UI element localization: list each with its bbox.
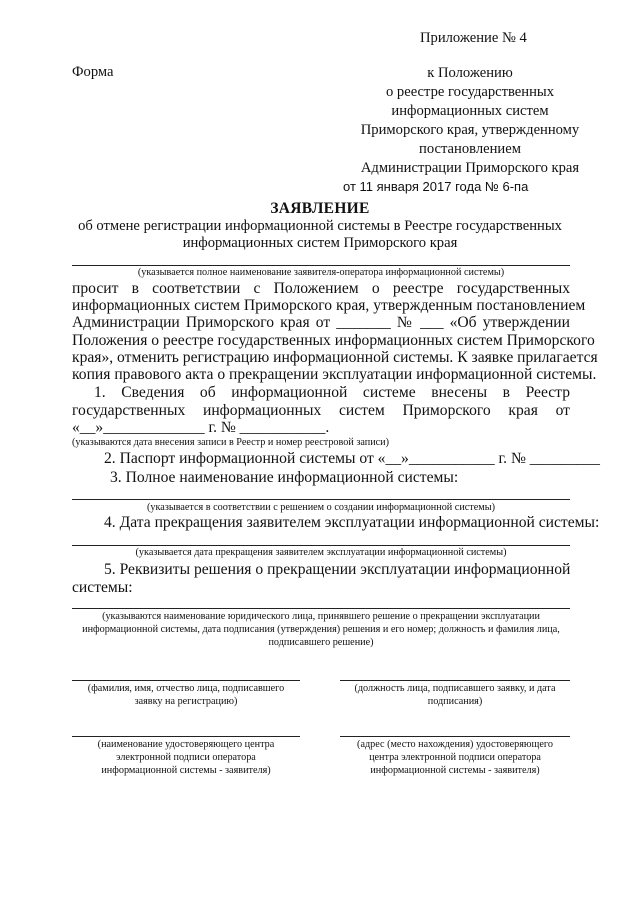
certification-address-hint	[340, 738, 570, 777]
end-date-hint: (указывается дата прекращения заявителем эксплуатации информационной системы)	[135, 547, 507, 558]
hint-line: электронной подписи оператора	[116, 752, 256, 763]
certification-center-line[interactable]	[72, 736, 300, 737]
signer-position-hint	[340, 682, 570, 708]
hint-line: (фамилия, имя, отчество лица, подписавшего	[87, 683, 285, 694]
item-1-registry	[72, 384, 570, 437]
applicant-hint: (указывается полное наименование заявителя-оператора информационной системы)	[137, 267, 505, 278]
item-2-passport: 2. Паспорт информационной системы от «__»___________ г. № _________	[104, 450, 600, 467]
paragraph-line: просит в соответствии с Положением о реестре государственных	[72, 280, 570, 297]
hint-line: (указываются наименование юридического лица, принявшего решение о прекращении эксплуатации	[102, 611, 540, 622]
paragraph-line: Администрации Приморского края от _______ № ___ «Об утверждении	[72, 314, 570, 332]
hint-line: центра электронной подписи оператора	[369, 752, 541, 763]
item-line: системы:	[72, 579, 133, 596]
paragraph-line: информационных систем Приморского края, утвержденным постановлением	[72, 297, 586, 315]
reference-line: постановлением	[419, 141, 521, 157]
paragraph-line: края», отменить регистрацию информационной системы. К заявке прилагается	[72, 348, 598, 366]
item-4-end-date: 4. Дата прекращения заявителем эксплуатации информационной системы:	[104, 514, 600, 531]
registry-hint: (указываются дата внесения записи в Реестр и номер реестровой записи)	[72, 437, 390, 448]
hint-line: информационной системы - заявителя)	[370, 765, 540, 776]
reference-line: Приморского края, утвержденному	[360, 122, 580, 138]
reference-line: о реестре государственных	[385, 84, 555, 100]
item-5-decision	[72, 561, 570, 597]
hint-line: (наименование удостоверяющего центра	[97, 739, 275, 750]
appendix-number: Приложение № 4	[420, 30, 527, 46]
hint-line: подписания)	[427, 696, 483, 707]
hint-line: информационной системы, дата подписания (утверждения) решения и его номер; должность и фамилия лица,	[82, 624, 560, 635]
reference-line: к Положению	[427, 65, 513, 81]
signer-name-hint	[72, 682, 300, 708]
decision-hint	[72, 610, 570, 649]
reference-line: информационных систем	[391, 103, 549, 119]
item-line: 5. Реквизиты решения о прекращении эксплуатации информационной	[104, 561, 571, 578]
certification-center-hint	[72, 738, 300, 777]
document-title: ЗАЯВЛЕНИЕ	[270, 200, 370, 217]
hint-line: заявку на регистрацию)	[134, 696, 238, 707]
item-line: «__»_____________ г. № ___________.	[72, 419, 330, 436]
item-line: 1. Сведения об информационной системе внесены в Реестр	[94, 384, 570, 401]
decree-stamp: от 11 января 2017 года № 6-па	[343, 179, 529, 194]
reference-line: Администрации Приморского края	[360, 160, 580, 176]
decision-details-line[interactable]	[72, 608, 570, 609]
signer-name-line[interactable]	[72, 680, 300, 681]
item-line: государственных информационных систем Приморского края от	[72, 401, 570, 419]
item-3-full-name: 3. Полное наименование информационной системы:	[110, 469, 459, 486]
hint-line: информационной системы - заявителя)	[101, 765, 271, 776]
subtitle-line: об отмене регистрации информационной системы в Реестре государственных	[78, 218, 562, 234]
document-subtitle	[0, 218, 640, 252]
request-paragraph	[72, 280, 598, 384]
paragraph-line: копия правового акта о прекращении эксплуатации информационной системы.	[72, 366, 597, 384]
creation-hint: (указывается в соответствии с решением о создании информационной системы)	[147, 502, 495, 513]
signer-position-line[interactable]	[340, 680, 570, 681]
hint-line: (адрес (место нахождения) удостоверяющего	[357, 739, 553, 750]
form-label: Форма	[72, 64, 114, 80]
subtitle-line: информационных систем Приморского края	[182, 235, 458, 251]
hint-line: подписавшего решение)	[268, 637, 374, 648]
hint-line: (должность лица, подписавшего заявку, и дата	[354, 683, 556, 694]
system-name-line[interactable]	[72, 499, 570, 500]
paragraph-line: Положения о реестре государственных информационных систем Приморского	[72, 331, 595, 349]
regulation-reference	[340, 64, 600, 178]
certification-address-line[interactable]	[340, 736, 570, 737]
